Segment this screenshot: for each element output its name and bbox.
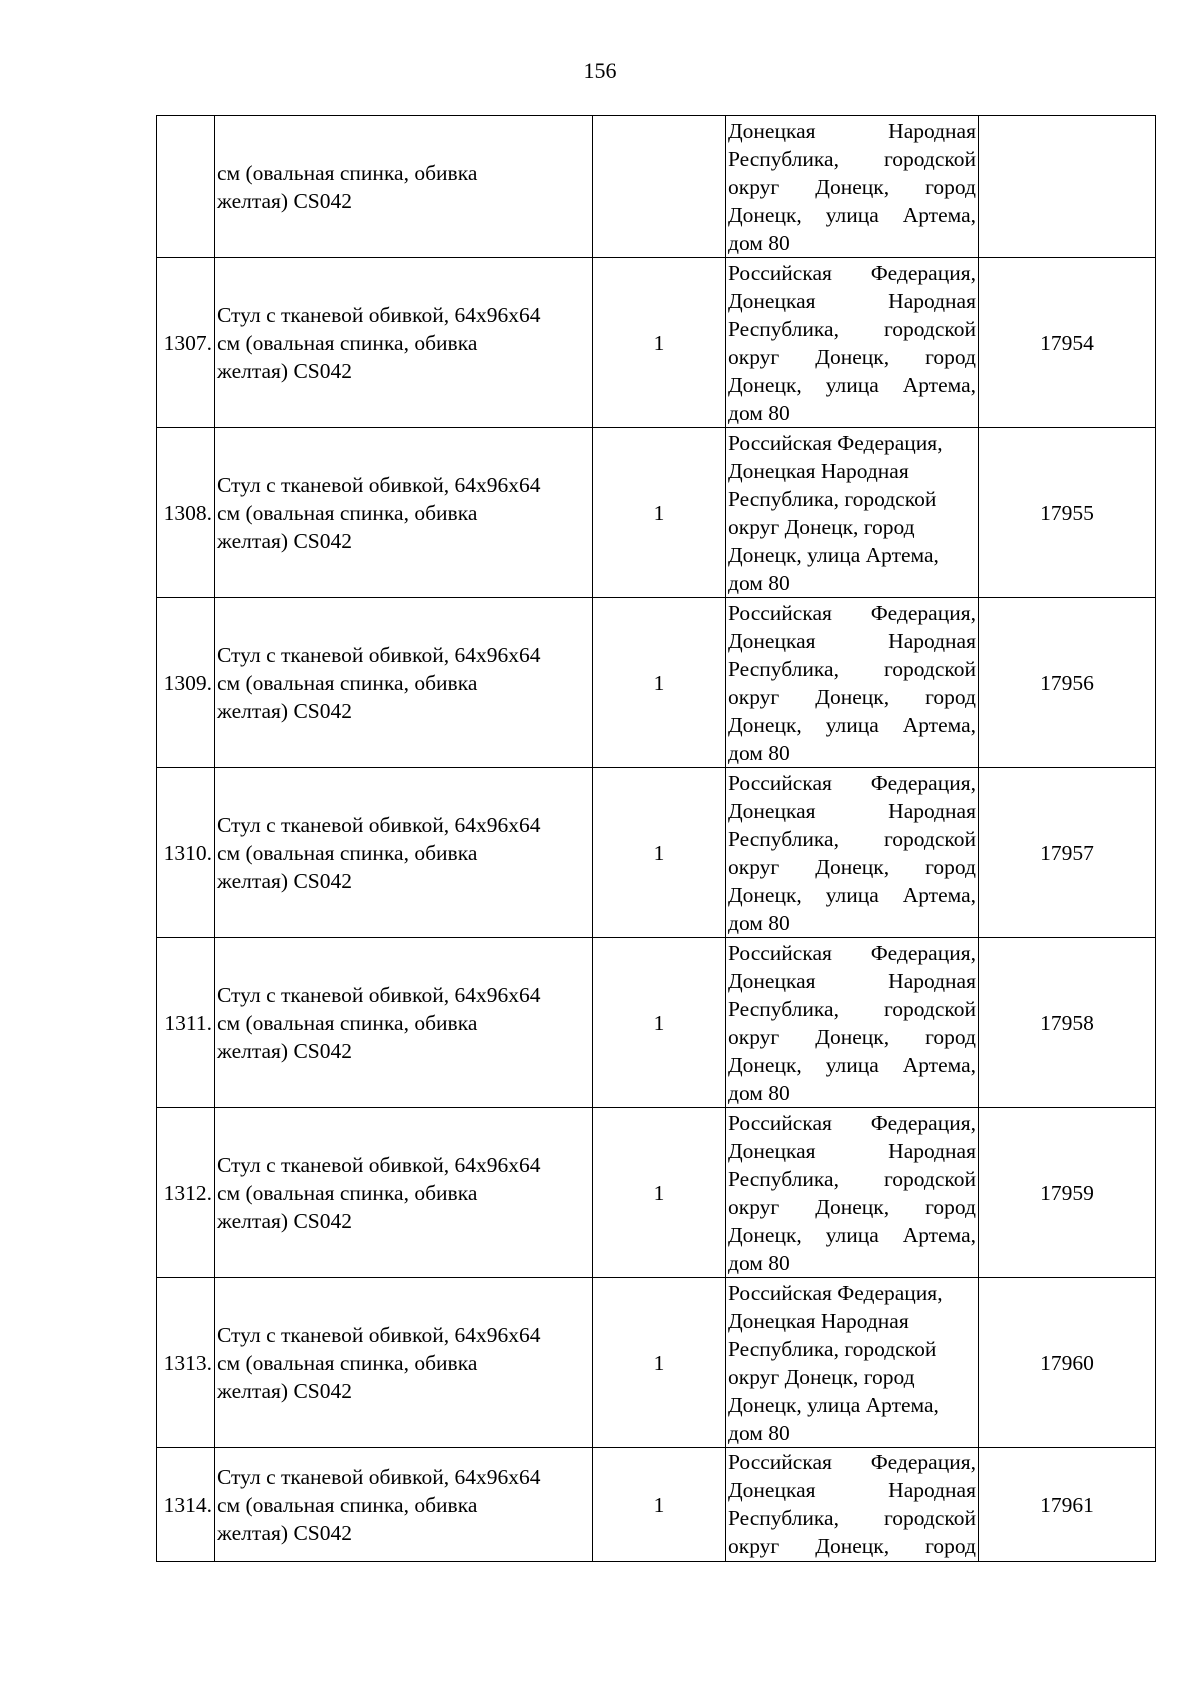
- address-line: округ Донецк, город: [728, 174, 976, 199]
- row-number: 1312.: [157, 1108, 215, 1278]
- table-row: [157, 938, 1156, 1108]
- item-quantity: 1: [593, 1108, 726, 1278]
- row-number: 1310.: [157, 768, 215, 938]
- item-name: [215, 1108, 593, 1278]
- address-line: Российская Федерация,: [728, 1450, 976, 1474]
- item-name-line: Стул с тканевой обивкой, 64x96x64: [217, 642, 541, 667]
- address-line: Донецк, улица Артема,: [728, 202, 976, 227]
- item-address: [726, 258, 979, 428]
- address-line: Российская Федерация,: [728, 770, 976, 795]
- item-name: [215, 1278, 593, 1448]
- inventory-number: 17955: [979, 428, 1156, 598]
- item-address: [726, 1108, 979, 1278]
- table-row: [157, 1448, 1156, 1562]
- item-name-line: Стул с тканевой обивкой, 64x96x64: [217, 982, 541, 1007]
- item-name-line: желтая) CS042: [217, 528, 353, 553]
- inventory-number: 17954: [979, 258, 1156, 428]
- address-line: Российская Федерация,: [728, 940, 976, 965]
- address-line: Донецкая Народная: [728, 1308, 909, 1333]
- item-quantity: 1: [593, 1278, 726, 1448]
- item-quantity: 1: [593, 598, 726, 768]
- item-quantity: 1: [593, 428, 726, 598]
- item-name: [215, 428, 593, 598]
- item-address: [726, 1448, 979, 1562]
- address-line: Донецкая Народная: [728, 1478, 976, 1502]
- inventory-table: [156, 115, 1156, 1562]
- address-line: округ Донецк, город: [728, 1194, 976, 1219]
- address-line: Донецкая Народная: [728, 288, 976, 313]
- item-quantity: [593, 116, 726, 258]
- address-line: Республика, городской: [728, 316, 976, 341]
- address-line: дом 80: [728, 1420, 790, 1445]
- table-row: [157, 1108, 1156, 1278]
- item-name-line: желтая) CS042: [217, 698, 353, 723]
- address-line: Республика, городской: [728, 146, 976, 171]
- item-address: [726, 1278, 979, 1448]
- inventory-number: 17958: [979, 938, 1156, 1108]
- item-name-line: см (овальная спинка, обивка: [217, 840, 478, 865]
- inventory-number: 17956: [979, 598, 1156, 768]
- item-address: [726, 428, 979, 598]
- address-line: округ Донецк, город: [728, 1364, 915, 1389]
- address-line: Российская Федерация,: [728, 600, 976, 625]
- item-name-line: желтая) CS042: [217, 1038, 353, 1063]
- address-line: Донецк, улица Артема,: [728, 1052, 976, 1077]
- item-address: [726, 768, 979, 938]
- item-name-line: Стул с тканевой обивкой, 64x96x64: [217, 1322, 541, 1347]
- row-number: 1313.: [157, 1278, 215, 1448]
- item-name-line: желтая) CS042: [217, 1378, 353, 1403]
- item-name-line: см (овальная спинка, обивка: [217, 1350, 478, 1375]
- address-line: Донецкая Народная: [728, 628, 976, 653]
- address-line: Донецк, улица Артема,: [728, 1392, 939, 1417]
- address-line: дом 80: [728, 910, 790, 935]
- address-line: Республика, городской: [728, 1336, 937, 1361]
- address-line: округ Донецк, город: [728, 514, 915, 539]
- address-line: дом 80: [728, 400, 790, 425]
- address-line: Донецкая Народная: [728, 458, 909, 483]
- address-line: Донецк, улица Артема,: [728, 712, 976, 737]
- table-row: [157, 598, 1156, 768]
- item-name: [215, 116, 593, 258]
- address-line: Российская Федерация,: [728, 1110, 976, 1135]
- table-row: [157, 258, 1156, 428]
- item-name-line: см (овальная спинка, обивка: [217, 1492, 478, 1517]
- inventory-number: [979, 116, 1156, 258]
- address-line: округ Донецк, город: [728, 854, 976, 879]
- item-quantity: 1: [593, 938, 726, 1108]
- address-line: дом 80: [728, 740, 790, 765]
- address-line: Республика, городской: [728, 996, 976, 1021]
- item-address: [726, 116, 979, 258]
- address-line: Российская Федерация,: [728, 1280, 943, 1305]
- row-number: [157, 116, 215, 258]
- item-name-line: Стул с тканевой обивкой, 64x96x64: [217, 302, 541, 327]
- address-line: Донецк, улица Артема,: [728, 542, 939, 567]
- item-name-line: Стул с тканевой обивкой, 64x96x64: [217, 1464, 541, 1489]
- row-number: 1309.: [157, 598, 215, 768]
- item-name: [215, 598, 593, 768]
- address-line: Республика, городской: [728, 1166, 976, 1191]
- inventory-number: 17957: [979, 768, 1156, 938]
- address-line: Донецк, улица Артема,: [728, 372, 976, 397]
- address-line: Республика, городской: [728, 1506, 976, 1530]
- item-name: [215, 938, 593, 1108]
- item-name-line: желтая) CS042: [217, 1208, 353, 1233]
- item-quantity: 1: [593, 1448, 726, 1562]
- address-line: дом 80: [728, 570, 790, 595]
- item-name-line: см (овальная спинка, обивка: [217, 670, 478, 695]
- item-address: [726, 598, 979, 768]
- table-row: [157, 1278, 1156, 1448]
- item-name-line: Стул с тканевой обивкой, 64x96x64: [217, 1152, 541, 1177]
- item-name-line: см (овальная спинка, обивка: [217, 160, 478, 185]
- address-line: Донецкая Народная: [728, 968, 976, 993]
- item-quantity: 1: [593, 768, 726, 938]
- item-name: [215, 768, 593, 938]
- inventory-number: 17960: [979, 1278, 1156, 1448]
- address-line: округ Донецк, город: [728, 344, 976, 369]
- row-number: 1314.: [157, 1448, 215, 1562]
- address-line: Донецк, улица Артема,: [728, 1222, 976, 1247]
- address-line: Донецкая Народная: [728, 118, 976, 143]
- address-line: дом 80: [728, 1080, 790, 1105]
- address-line: округ Донецк, город: [728, 1024, 976, 1049]
- address-line: дом 80: [728, 1250, 790, 1275]
- table-row: [157, 428, 1156, 598]
- address-line: дом 80: [728, 230, 790, 255]
- item-address: [726, 938, 979, 1108]
- row-number: 1311.: [157, 938, 215, 1108]
- item-quantity: 1: [593, 258, 726, 428]
- table-row: [157, 768, 1156, 938]
- item-name-line: см (овальная спинка, обивка: [217, 1010, 478, 1035]
- inventory-number: 17961: [979, 1448, 1156, 1562]
- address-line: Донецкая Народная: [728, 798, 976, 823]
- item-name-line: см (овальная спинка, обивка: [217, 330, 478, 355]
- item-name-line: желтая) CS042: [217, 188, 353, 213]
- address-line: Республика, городской: [728, 656, 976, 681]
- item-name-line: см (овальная спинка, обивка: [217, 1180, 478, 1205]
- item-name-line: Стул с тканевой обивкой, 64x96x64: [217, 812, 541, 837]
- address-line: Донецк, улица Артема,: [728, 882, 976, 907]
- item-name-line: желтая) CS042: [217, 1520, 353, 1545]
- item-name-line: желтая) CS042: [217, 868, 353, 893]
- item-name-line: желтая) CS042: [217, 358, 353, 383]
- item-name-line: Стул с тканевой обивкой, 64x96x64: [217, 472, 541, 497]
- address-line: округ Донецк, город: [728, 1534, 976, 1558]
- row-number: 1307.: [157, 258, 215, 428]
- item-name-line: см (овальная спинка, обивка: [217, 500, 478, 525]
- address-line: Российская Федерация,: [728, 260, 976, 285]
- item-name: [215, 258, 593, 428]
- address-line: Республика, городской: [728, 486, 937, 511]
- address-line: Российская Федерация,: [728, 430, 943, 455]
- address-line: Донецкая Народная: [728, 1138, 976, 1163]
- address-line: Республика, городской: [728, 826, 976, 851]
- inventory-number: 17959: [979, 1108, 1156, 1278]
- row-number: 1308.: [157, 428, 215, 598]
- page-number: 156: [583, 58, 617, 83]
- address-line: округ Донецк, город: [728, 684, 976, 709]
- item-name: [215, 1448, 593, 1562]
- table-row: [157, 116, 1156, 258]
